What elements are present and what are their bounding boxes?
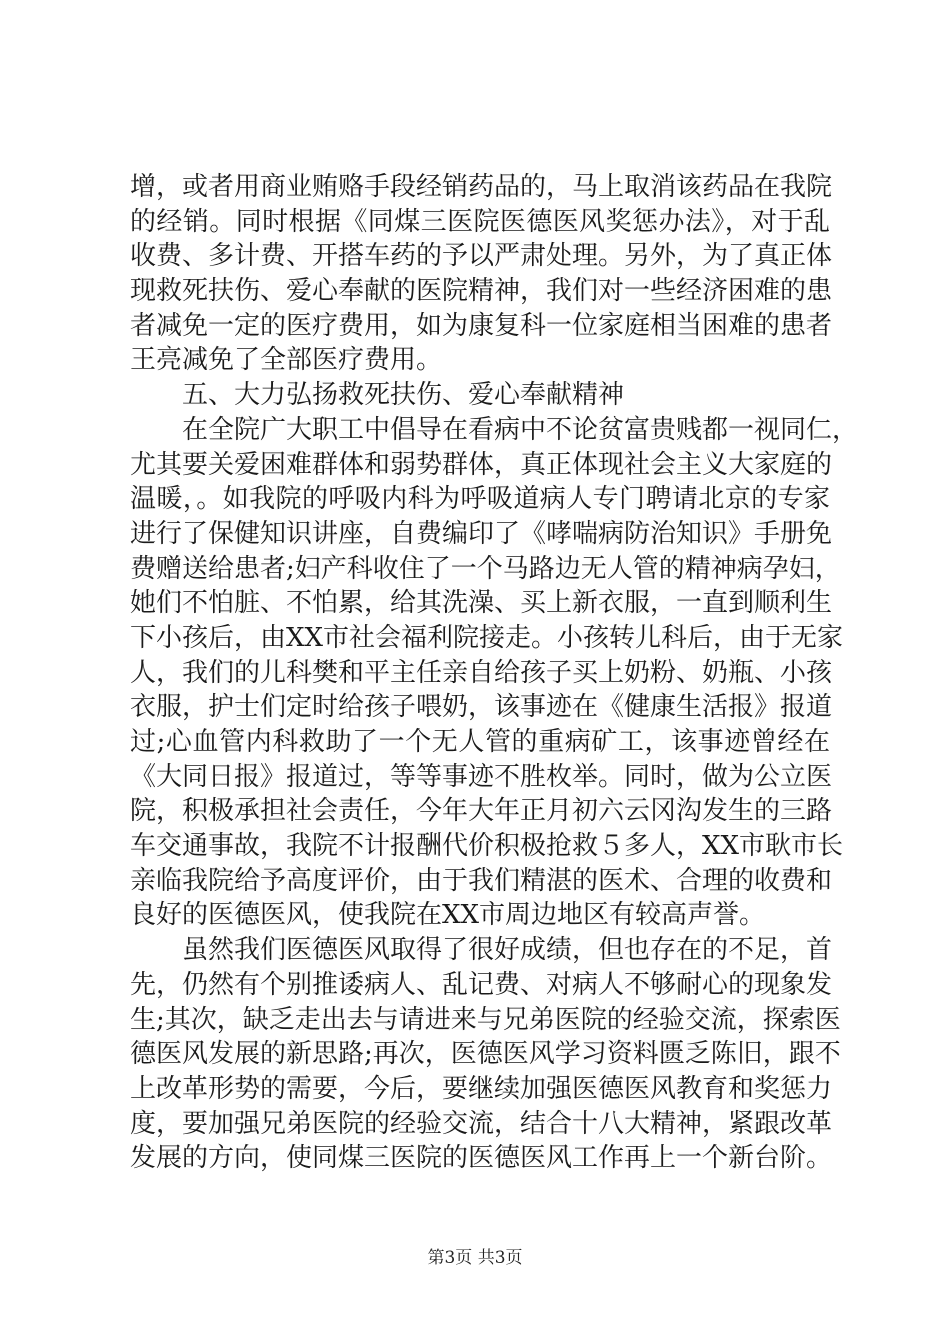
text-line: 亲临我院给予高度评价，由于我们精湛的医术、合理的收费和 [130, 865, 833, 896]
text-line: 衣服，护士们定时给孩子喂奶，该事迹在《健康生活报》报道 [130, 692, 833, 723]
text-line: 车交通事故，我院不计报酬代价积极抢救５多人，XX市耿市长 [130, 831, 844, 862]
section-heading: 五、大力弘扬救死扶伤、爱心奉献精神 [182, 380, 625, 411]
text-line: 生;其次，缺乏走出去与请进来与兄弟医院的经验交流，探索医 [130, 1004, 841, 1035]
text-line: 人，我们的儿科樊和平主任亲自给孩子买上奶粉、奶瓶、小孩 [130, 657, 833, 688]
text-line: 费赠送给患者;妇产科收住了一个马路边无人管的精神病孕妇， [130, 553, 841, 584]
text-line: 现救死扶伤、爱心奉献的医院精神，我们对一些经济困难的患 [130, 276, 833, 307]
text-line: 进行了保健知识讲座，自费编印了《哮喘病防治知识》手册免 [130, 518, 833, 549]
text-line: 先，仍然有个别推诿病人、乱记费、对病人不够耐心的现象发 [130, 969, 833, 1000]
text-line: 在全院广大职工中倡导在看病中不论贫富贵贱都一视同仁， [182, 414, 859, 445]
text-line: 她们不怕脏、不怕累，给其洗澡、买上新衣服，一直到顺利生 [130, 588, 833, 619]
text-line: 收费、多计费、开搭车药的予以严肃处理。另外，为了真正体 [130, 241, 833, 272]
text-line: 院，积极承担社会责任，今年大年正月初六云冈沟发生的三路 [130, 796, 833, 827]
text-line: 王亮减免了全部医疗费用。 [130, 345, 443, 376]
text-line: 的经销。同时根据《同煤三医院医德医风奖惩办法》，对于乱 [130, 206, 830, 237]
text-line: 下小孩后，由XX市社会福利院接走。小孩转儿科后，由于无家 [130, 622, 844, 653]
text-line: 增，或者用商业贿赂手段经销药品的，马上取消该药品在我院 [130, 172, 833, 202]
text-line: 虽然我们医德医风取得了很好成绩，但也存在的不足，首 [182, 935, 833, 966]
text-line: 德医风发展的新思路;再次，医德医风学习资料匮乏陈旧，跟不 [130, 1039, 841, 1070]
text-line: 尤其要关爱困难群体和弱势群体，真正体现社会主义大家庭的 [130, 449, 833, 480]
text-line: 温暖，。如我院的呼吸内科为呼吸道病人专门聘请北京的专家 [130, 484, 830, 515]
text-line: 上改革形势的需要，今后，要继续加强医德医风教育和奖惩力 [130, 1073, 833, 1104]
text-line: 发展的方向，使同煤三医院的医德医风工作再上一个新台阶。 [130, 1143, 833, 1174]
body-text [130, 170, 859, 1176]
page-number-footer: 第3页 共3页 [427, 1248, 523, 1268]
text-line: 者减免一定的医疗费用，如为康复科一位家庭相当困难的患者 [130, 310, 833, 341]
text-line: 过;心血管内科救助了一个无人管的重病矿工，该事迹曾经在 [130, 727, 830, 757]
text-line: 《大同日报》报道过，等等事迹不胜枚举。同时，做为公立医 [130, 761, 833, 792]
text-line: 度，要加强兄弟医院的经验交流，结合十八大精神，紧跟改革 [130, 1108, 833, 1139]
text-line: 良好的医德医风，使我院在XX市周边地区有较高声誉。 [130, 900, 766, 931]
